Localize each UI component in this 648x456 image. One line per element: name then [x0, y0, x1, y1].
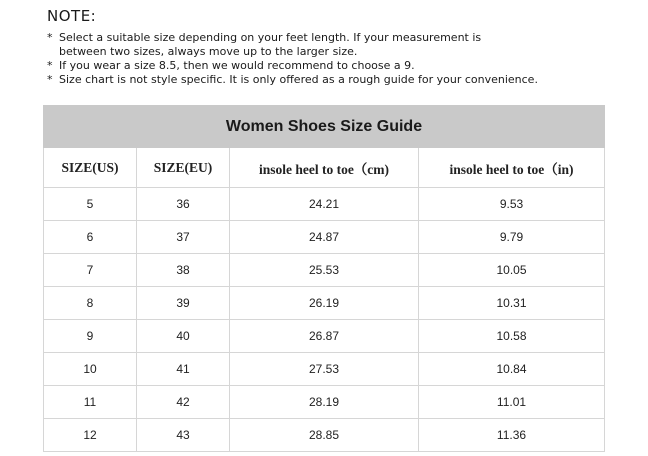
table-title: Women Shoes Size Guide — [44, 106, 605, 148]
header-insole-cm: insole heel to toe（cm) — [230, 148, 419, 188]
cell-size-us: 12 — [44, 419, 137, 452]
cell-size-us: 10 — [44, 353, 137, 386]
note-item — [47, 73, 627, 87]
table-row — [44, 386, 605, 419]
cell-insole-cm: 26.87 — [230, 320, 419, 353]
cell-insole-cm: 26.19 — [230, 287, 419, 320]
cell-insole-cm: 24.21 — [230, 188, 419, 221]
cell-insole-cm: 28.19 — [230, 386, 419, 419]
cell-insole-cm: 27.53 — [230, 353, 419, 386]
cell-insole-in: 10.58 — [419, 320, 605, 353]
cell-insole-in: 10.84 — [419, 353, 605, 386]
cell-size-us: 9 — [44, 320, 137, 353]
note-item — [47, 59, 627, 73]
table-row — [44, 287, 605, 320]
cell-size-eu: 43 — [137, 419, 230, 452]
table-row — [44, 188, 605, 221]
table-row — [44, 353, 605, 386]
cell-insole-in: 9.53 — [419, 188, 605, 221]
note-item-line: Select a suitable size depending on your feet length. If your measurement is — [59, 31, 482, 44]
cell-insole-in: 11.01 — [419, 386, 605, 419]
note-section — [47, 6, 627, 87]
note-item-text: If you wear a size 8.5, then we would recommend to choose a 9. — [59, 59, 415, 72]
table-header-row — [44, 148, 605, 188]
note-item-line: between two sizes, always move up to the larger size. — [59, 45, 358, 58]
table-title-row — [44, 106, 605, 148]
bullet-icon: * — [47, 73, 53, 86]
cell-insole-in: 9.79 — [419, 221, 605, 254]
size-guide-table — [43, 105, 605, 452]
bullet-icon: * — [47, 31, 53, 44]
note-title: NOTE: — [47, 7, 97, 25]
cell-insole-cm: 28.85 — [230, 419, 419, 452]
cell-size-eu: 41 — [137, 353, 230, 386]
cell-size-eu: 42 — [137, 386, 230, 419]
table-row — [44, 419, 605, 452]
cell-insole-in: 10.31 — [419, 287, 605, 320]
cell-insole-in: 11.36 — [419, 419, 605, 452]
note-list — [47, 31, 627, 87]
cell-insole-cm: 25.53 — [230, 254, 419, 287]
cell-insole-in: 10.05 — [419, 254, 605, 287]
cell-size-us: 8 — [44, 287, 137, 320]
cell-size-us: 7 — [44, 254, 137, 287]
cell-size-us: 11 — [44, 386, 137, 419]
cell-size-eu: 40 — [137, 320, 230, 353]
note-item-text: Size chart is not style specific. It is only offered as a rough guide for your convenience. — [59, 73, 538, 86]
cell-size-eu: 39 — [137, 287, 230, 320]
table-row — [44, 254, 605, 287]
cell-size-eu: 38 — [137, 254, 230, 287]
cell-size-eu: 36 — [137, 188, 230, 221]
header-size-us: SIZE(US) — [44, 148, 137, 188]
cell-size-us: 6 — [44, 221, 137, 254]
table-row — [44, 221, 605, 254]
cell-size-us: 5 — [44, 188, 137, 221]
bullet-icon: * — [47, 59, 53, 72]
cell-size-eu: 37 — [137, 221, 230, 254]
header-size-eu: SIZE(EU) — [137, 148, 230, 188]
note-item — [47, 31, 627, 59]
cell-insole-cm: 24.87 — [230, 221, 419, 254]
table-row — [44, 320, 605, 353]
header-insole-in: insole heel to toe（in) — [419, 148, 605, 188]
